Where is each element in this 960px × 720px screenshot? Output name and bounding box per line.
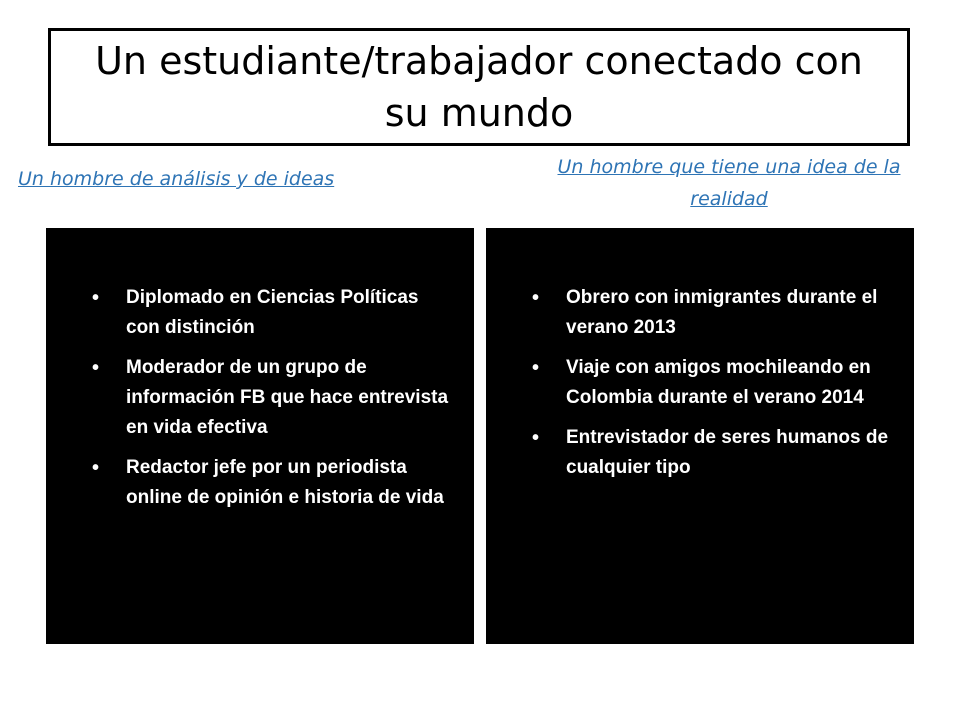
- left-content-panel: [46, 228, 474, 644]
- slide-title: Un estudiante/trabajador conectado con su mundo: [95, 39, 863, 135]
- list-item: [92, 353, 452, 443]
- list-item-text: Viaje con amigos mochileando en Colombia durante el verano 2014: [566, 357, 871, 408]
- list-item: [532, 283, 892, 343]
- right-content-panel: [486, 228, 914, 644]
- right-bullet-list: [532, 283, 892, 483]
- list-item: [92, 453, 452, 513]
- list-item-text: Diplomado en Ciencias Políticas con distinción: [126, 287, 419, 338]
- bullet-icon: •: [532, 427, 540, 449]
- list-item: [92, 283, 452, 343]
- list-item-text: Obrero con inmigrantes durante el verano 2013: [566, 287, 878, 338]
- bullet-icon: •: [92, 357, 100, 379]
- left-bullet-list: [92, 283, 452, 513]
- list-item: [532, 423, 892, 483]
- right-column-heading-link[interactable]: Un hombre que tiene una idea de la realidad: [557, 156, 901, 210]
- list-item-text: Entrevistador de seres humanos de cualquier tipo: [566, 427, 889, 478]
- title-box: [48, 28, 910, 146]
- list-item: [532, 353, 892, 413]
- bullet-icon: •: [532, 357, 540, 379]
- bullet-icon: •: [532, 287, 540, 309]
- list-item-text: Redactor jefe por un periodista online de opinión e historia de vida: [126, 457, 444, 508]
- list-item-text: Moderador de un grupo de información FB que hace entrevista en vida efectiva: [126, 357, 449, 438]
- left-column-heading-link[interactable]: Un hombre de análisis y de ideas: [18, 168, 335, 190]
- bullet-icon: •: [92, 287, 100, 309]
- bullet-icon: •: [92, 457, 100, 479]
